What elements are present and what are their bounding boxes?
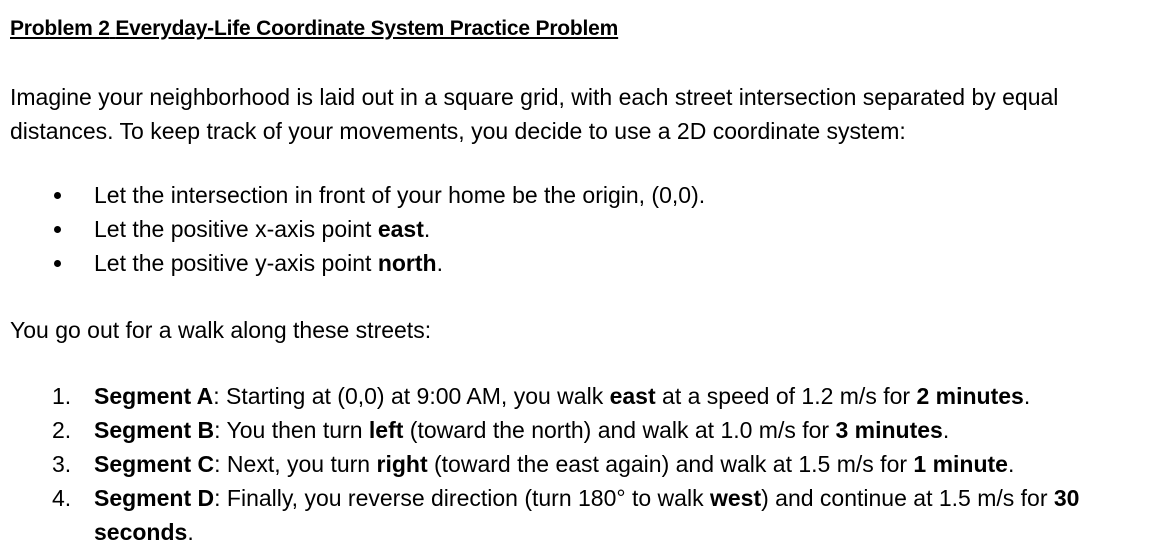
segment-label: Segment C [94, 451, 215, 477]
intro-paragraph: Imagine your neighborhood is laid out in a square grid, with each street intersection separated by equal distances. To keep track of your movements, you decide to use a 2D coordinate system: [10, 84, 1059, 144]
segment-number: 4. [52, 485, 72, 511]
problem-title [10, 14, 1150, 44]
axis-definition-list [10, 178, 1150, 280]
document [10, 14, 1150, 549]
segment-item-c: 3. Segment C: Next, you turn right (toward the east again) and walk at 1.5 m/s for 1 minute. [10, 447, 1134, 481]
bullet-origin: Let the intersection in front of your home be the origin, (0,0). [10, 178, 1150, 212]
bullet-x-axis: Let the positive x-axis point east. [10, 212, 1150, 246]
title-prefix: Problem 2 [10, 17, 110, 40]
segment-label: Segment D [94, 485, 215, 511]
segment-number: 2. [52, 417, 72, 443]
bullet-dot-icon [54, 192, 61, 199]
segment-label: Segment A [94, 383, 214, 409]
bullet-dot-icon [54, 260, 61, 267]
segment-item-b: 2. Segment B: You then turn left (toward the north) and walk at 1.0 m/s for 3 minutes. [10, 413, 1134, 447]
segment-item-a: 1. Segment A: Starting at (0,0) at 9:00 AM, you walk east at a speed of 1.2 m/s for 2 minutes. [10, 379, 1134, 413]
bullet-dot-icon [54, 226, 61, 233]
segment-item-d: 4. Segment D: Finally, you reverse direction (turn 180° to walk west) and continue at 1.5 m/s for 30 seconds. [10, 481, 1134, 549]
segment-number: 3. [52, 451, 72, 477]
segment-label: Segment B [94, 417, 215, 443]
bullet-y-axis: Let the positive y-axis point north. [10, 246, 1150, 280]
walk-intro: You go out for a walk along these streets: [10, 317, 432, 343]
segment-list [10, 379, 1150, 549]
title-main: Everyday-Life Coordinate System Practice Problem [115, 17, 619, 40]
segment-number: 1. [52, 383, 72, 409]
